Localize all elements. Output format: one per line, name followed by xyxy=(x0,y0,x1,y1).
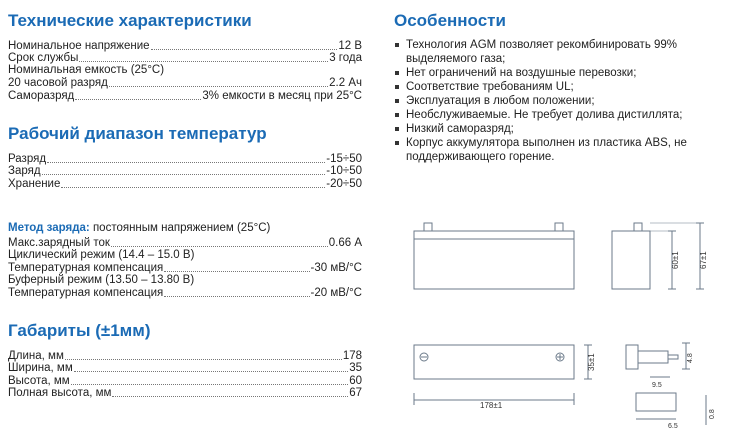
feature-item: Технология AGM позволяет рекомбинировать 99% выделяемого газа; xyxy=(394,38,714,66)
dimensions-title: Габариты (±1мм) xyxy=(8,321,151,340)
features-list xyxy=(394,38,714,164)
charging-method-label: Метод заряда: xyxy=(8,222,90,234)
dim-width-label: 35±1 xyxy=(587,353,596,371)
feature-item: Корпус аккумулятора выполнен из пластика ABS, не поддерживающего горение. xyxy=(394,136,714,164)
dimensions-table xyxy=(8,349,362,399)
dim-height-label: 60±1 xyxy=(671,251,680,269)
temperature-table xyxy=(8,152,362,190)
dimension-row: Полная высота, мм 67 xyxy=(8,387,362,400)
charging-method xyxy=(8,222,270,234)
charging-row: Температурная компенсация -20 мВ/°С xyxy=(8,286,362,299)
dim-full-height-label: 67±1 xyxy=(699,251,708,269)
temperature-row: Разряд -15÷50 xyxy=(8,152,362,165)
terminal-detail xyxy=(626,343,716,430)
dimension-row: Длина, мм 178 xyxy=(8,349,362,362)
top-view xyxy=(414,345,596,410)
specs-title: Технические характеристики xyxy=(8,11,252,30)
dim-term-d-label: 0.8 xyxy=(709,409,716,419)
dim-term-b-label: 9.5 xyxy=(652,382,662,389)
dim-term-c-label: 6.5 xyxy=(668,423,678,430)
side-view xyxy=(612,223,708,289)
features-title: Особенности xyxy=(394,11,506,30)
feature-item: Нет ограничений на воздушные перевозки; xyxy=(394,66,714,80)
dimension-row: Высота, мм 60 xyxy=(8,374,362,387)
spec-row: 20 часовой разряд 2.2 Ач xyxy=(8,77,362,90)
charging-table xyxy=(8,236,362,299)
feature-item: Необслуживаемые. Не требует долива дистиллята; xyxy=(394,108,714,122)
spec-row: Номинальное напряжение 12 В xyxy=(8,39,362,52)
dimension-row: Ширина, мм 35 xyxy=(8,362,362,375)
temperature-row: Заряд -10÷50 xyxy=(8,165,362,178)
feature-item: Низкий саморазряд; xyxy=(394,122,714,136)
spec-row: Номинальная емкость (25°С) xyxy=(8,64,165,77)
front-view xyxy=(414,223,574,289)
charging-row: Буферный режим (13.50 – 13.80 В) xyxy=(8,273,195,286)
feature-item: Эксплуатация в любом положении; xyxy=(394,94,714,108)
spec-row: Срок службы 3 года xyxy=(8,52,362,65)
specs-table xyxy=(8,39,362,102)
feature-item: Соответствие требованиям UL; xyxy=(394,80,714,94)
dim-length-label: 178±1 xyxy=(480,401,503,410)
battery-drawing xyxy=(400,205,730,435)
spec-row: Саморазряд 3% емкости в месяц при 25°С xyxy=(8,89,362,102)
dim-term-a-label: 4.8 xyxy=(687,353,694,363)
charging-row: Температурная компенсация -30 мВ/°С xyxy=(8,261,362,274)
charging-method-text: постоянным напряжением (25°С) xyxy=(89,222,271,234)
charging-row: Макс.зарядный ток 0.66 А xyxy=(8,236,362,249)
charging-row: Циклический режим (14.4 – 15.0 В) xyxy=(8,248,195,261)
temperature-title: Рабочий диапазон температур xyxy=(8,124,267,143)
temperature-row: Хранение -20÷50 xyxy=(8,177,362,190)
